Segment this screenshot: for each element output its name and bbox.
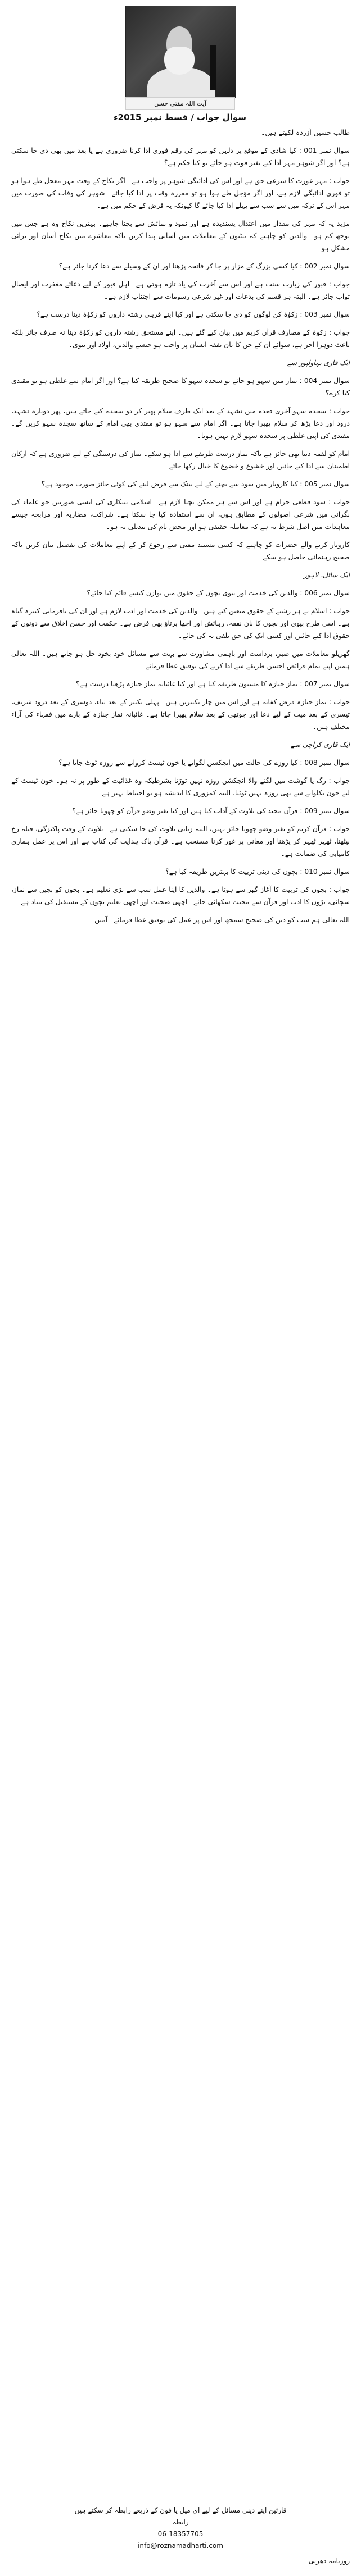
reader-signature: ایک سائل، لاہور	[303, 571, 350, 579]
paragraph: سوال نمبر 003 : زکوٰۃ کن لوگوں کو دی جا سکتی ہے اور کیا اپنے قریبی رشتہ داروں کو زکوٰۃ دینا درست ہے؟	[37, 311, 350, 318]
paragraph: سوال نمبر 005 : کیا کاروبار میں سود سے بچنے کے لیے بینک سے قرض لینے کی کوئی جائز صورت موجود ہے؟	[41, 480, 350, 488]
paragraph: جواب : زکوٰۃ کے مصارف قرآن کریم میں بیان کیے گئے ہیں۔ اپنے مستحق رشتہ داروں کو زکوٰۃ دینا نہ صرف جائز بلکہ باعث دوہرا اجر ہے، سوائے ان کے جن کا نان نفقہ انسان پر واجب ہو جیسے والدین، اولاد اور بیوی۔	[11, 329, 350, 349]
paragraph: امام کو لقمہ دینا بھی جائز ہے تاکہ نماز درست طریقے سے ادا ہو سکے۔ نماز کی درستگی کے لیے ضروری ہے کہ ارکان اطمینان سے ادا کیے جائیں اور خشوع و خضوع کا خیال رکھا جائے۔	[11, 450, 350, 470]
paragraph: سوال نمبر 010 : بچوں کی دینی تربیت کا بہترین طریقہ کیا ہے؟	[165, 868, 350, 876]
paragraph: جواب : سود قطعی حرام ہے اور اس سے ہر ممکن بچنا لازم ہے۔ اسلامی بینکاری کی ایسی صورتیں جو علماء کی نگرانی میں شرعی اصولوں کے مطابق ہوں، ان سے استفادہ کیا جا سکتا ہے۔ شراکت، مضاربہ اور مرابحہ جیسے معاہدات میں اصل شرط یہ ہے کہ معاملہ حقیقی ہو اور محض نام کی تبدیلی نہ ہو۔	[11, 498, 350, 531]
paragraph: مزید یہ کہ مہر کی مقدار میں اعتدال پسندیدہ ہے اور نمود و نمائش سے بچنا چاہیے۔ بہترین نکاح وہ ہے جس میں بوجھ کم ہو۔ والدین کو چاہیے کہ بیٹیوں کے معاملات میں آسانی پیدا کریں تاکہ معاشرے میں نکاح آسان اور برائی مشکل ہو۔	[11, 220, 350, 252]
paragraph: جواب : اسلام نے ہر رشتے کے حقوق متعین کیے ہیں۔ والدین کی خدمت اور ادب لازم ہے اور ان کی نافرمانی کبیرہ گناہ ہے۔ اسی طرح بیوی اور بچوں کا نان نفقہ، رہائش اور اچھا برتاؤ بھی فرض ہے۔ حکمت اور حسن اخلاق سے دونوں کے حقوق ادا کیے جائیں اور کسی ایک کی حق تلفی نہ کی جائے۔	[11, 607, 350, 640]
footer-credit: روزنامہ دھرتی	[308, 2557, 350, 2565]
photo-caption: آیت اللہ مفتی حسن	[125, 97, 235, 110]
paragraph: گھریلو معاملات میں صبر، برداشت اور باہمی مشاورت سے بہت سے مسائل خود بخود حل ہو جاتے ہیں۔ اللہ تعالیٰ ہمیں اپنے تمام فرائض احسن طریقے سے ادا کرنے کی توفیق عطا فرمائے۔	[11, 650, 350, 670]
paragraph: سوال نمبر 006 : والدین کی خدمت اور بیوی بچوں کے حقوق میں توازن کیسے قائم کیا جائے؟	[87, 589, 350, 597]
paragraph: سوال نمبر 008 : کیا روزے کی حالت میں انجکشن لگوانے یا خون ٹیسٹ کروانے سے روزہ ٹوٹ جاتا ہے؟	[58, 759, 350, 767]
paragraph: جواب : سجدہ سہو آخری قعدہ میں تشہد کے بعد ایک طرف سلام پھیر کر دو سجدے کیے جاتے ہیں، پھر دوبارہ تشہد، درود اور دعا پڑھ کر سلام پھیرا جاتا ہے۔ اگر امام سے سہو ہو تو مقتدی بھی امام کے ساتھ سجدہ سہو کریں گے۔ مقتدی کی اپنی غلطی پر سجدہ سہو لازم نہیں ہوتا۔	[11, 407, 350, 440]
author-photo	[125, 6, 236, 98]
paragraph: طالب حسین آزردہ لکھتے ہیں۔	[261, 129, 350, 136]
footer-email-link[interactable]: info@roznamadharti.com	[138, 2542, 223, 2550]
photo-figure-beard	[164, 47, 195, 75]
footer-phone: 06-18357705	[157, 2530, 204, 2538]
paragraph: جواب : نماز جنازہ فرض کفایہ ہے اور اس میں چار تکبیریں ہیں۔ پہلی تکبیر کے بعد ثناء، دوسری کے بعد درود شریف، تیسری کے بعد میت کے لیے دعا اور چوتھی کے بعد سلام پھیرا جاتا ہے۔ غائبانہ نماز جنازہ کے بارے میں فقہاء کی آراء مختلف ہیں۔	[11, 698, 350, 731]
paragraph: سوال نمبر 001 : کیا شادی کے موقع پر دلہن کو مہر کی رقم فوری ادا کرنا ضروری ہے یا بعد میں بھی دی جا سکتی ہے؟ اور اگر شوہر مہر ادا کیے بغیر فوت ہو جائے تو کیا حکم ہے؟	[11, 147, 350, 167]
paragraph: جواب : مہر عورت کا شرعی حق ہے اور اس کی ادائیگی شوہر پر واجب ہے۔ اگر نکاح کے وقت مہر معجل طے ہوا ہو تو فوری ادائیگی لازم ہے، اور اگر مؤجل طے ہوا ہو تو مقررہ وقت پر ادا کیا جائے۔ شوہر کی وفات کی صورت میں مہر اس کے ترکہ میں سے سب سے پہلے ادا کیا جائے گا کیونکہ یہ قرض کے حکم میں ہے۔	[11, 177, 350, 209]
column-title: سوال جواب / قسط نمبر 2015ء	[113, 112, 247, 122]
footer-note: قارئین اپنے دینی مسائل کے لیے ای میل یا فون کے ذریعے رابطہ کر سکتے ہیں	[74, 2506, 287, 2514]
paragraph: اللہ تعالیٰ ہم سب کو دین کی صحیح سمجھ اور اس پر عمل کی توفیق عطا فرمائے۔ آمین	[94, 916, 350, 924]
paragraph: جواب : بچوں کی تربیت کا آغاز گھر سے ہوتا ہے۔ والدین کا اپنا عمل سب سے بڑی تعلیم ہے۔ بچوں کو بچپن سے نماز، سچائی، بڑوں کا ادب اور قرآن سے محبت سکھائی جائے۔ اچھی صحبت اور اچھی تعلیم بچوں کے مستقبل کی بنیاد ہے۔	[11, 886, 350, 906]
paragraph: جواب : قرآن کریم کو بغیر وضو چھونا جائز نہیں، البتہ زبانی تلاوت کی جا سکتی ہے۔ تلاوت کے وقت پاکیزگی، قبلہ رخ بیٹھنا، ٹھہر ٹھہر کر پڑھنا اور معانی پر غور کرنا مستحب ہے۔ قرآن پاک ہدایت کی کتاب ہے اور اس پر عمل ہماری کامیابی کی ضمانت ہے۔	[11, 825, 350, 858]
paragraph: سوال نمبر 004 : نماز میں سہو ہو جائے تو سجدہ سہو کا صحیح طریقہ کیا ہے؟ اور اگر امام سے غلطی ہو تو مقتدی کیا کرے؟	[11, 377, 350, 397]
contact-footer	[11, 2505, 350, 2567]
article-body	[11, 126, 350, 2564]
paragraph: جواب : رگ یا گوشت میں لگنے والا انجکشن روزہ نہیں توڑتا بشرطیکہ وہ غذائیت کے طور پر نہ ہو۔ خون ٹیسٹ کے لیے خون نکلوانے سے بھی روزہ نہیں ٹوٹتا، البتہ کمزوری کا اندیشہ ہو تو احتیاط بہتر ہے۔	[11, 777, 350, 797]
footer-contact-label: رابطہ	[172, 2518, 189, 2526]
photo-microphone	[210, 45, 216, 90]
reader-signature: ایک قاری کراچی سے	[290, 741, 350, 749]
paragraph: سوال نمبر 009 : قرآن مجید کی تلاوت کے آداب کیا ہیں اور کیا بغیر وضو قرآن کو چھونا جائز ہے؟	[72, 807, 350, 815]
paragraph: سوال نمبر 007 : نماز جنازہ کا مسنون طریقہ کیا ہے اور کیا غائبانہ نماز جنازہ پڑھنا درست ہے؟	[75, 680, 350, 688]
paragraph: کاروبار کرنے والے حضرات کو چاہیے کہ کسی مستند مفتی سے رجوع کر کے اپنے معاملات کی تفصیل بیان کریں تاکہ صحیح رہنمائی حاصل ہو سکے۔	[11, 541, 350, 561]
paragraph: سوال نمبر 002 : کیا کسی بزرگ کے مزار پر جا کر فاتحہ پڑھنا اور ان کے وسیلے سے دعا کرنا جائز ہے؟	[58, 262, 350, 270]
reader-signature: ایک قاری بہاولپور سے	[287, 359, 350, 367]
paragraph: جواب : قبور کی زیارت سنت ہے اور اس سے آخرت کی یاد تازہ ہوتی ہے۔ اہل قبور کے لیے دعائے مغفرت اور ایصال ثواب جائز ہے۔ البتہ ہر قسم کی بدعات اور غیر شرعی رسومات سے اجتناب لازم ہے۔	[11, 280, 350, 300]
